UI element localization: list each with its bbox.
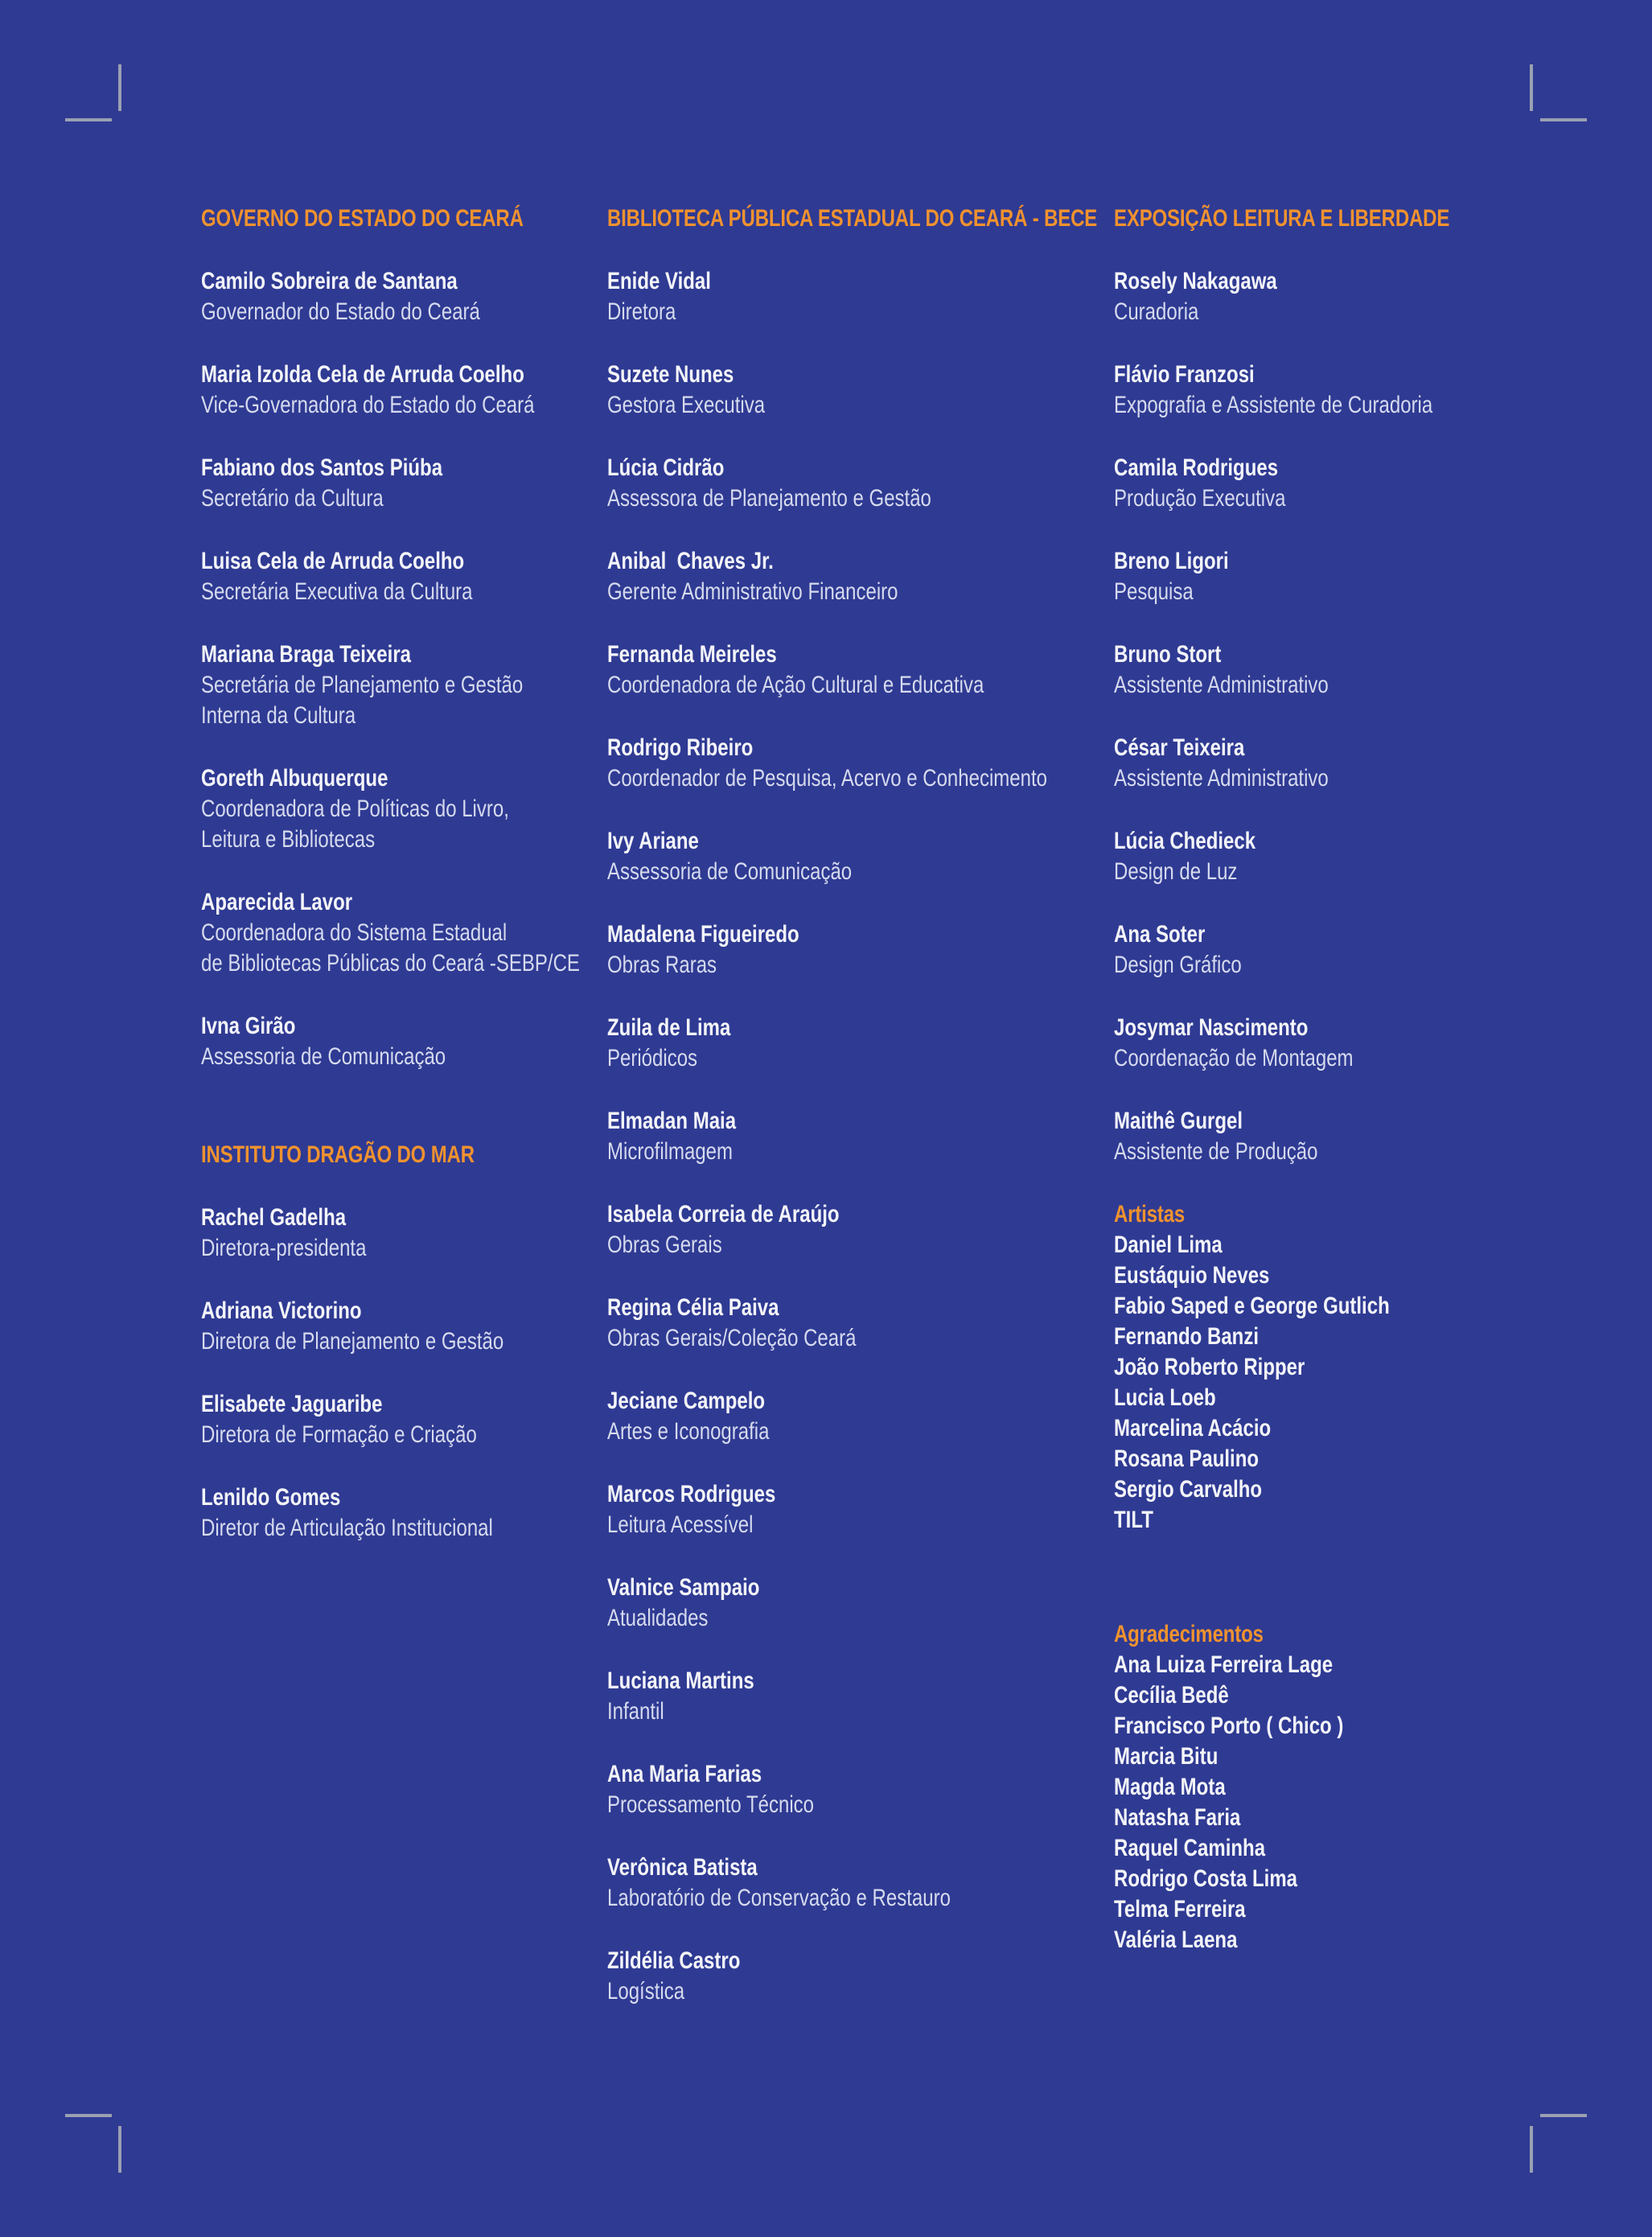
credit-name (201, 1389, 607, 1420)
credit-list-item (1114, 1260, 1613, 1291)
credit-role-text: Design Gráfico (1114, 952, 1242, 978)
credit-name (607, 826, 1114, 857)
credit-entry (607, 1199, 1114, 1260)
credit-list-item (1114, 1772, 1613, 1803)
credit-name (607, 1013, 1114, 1043)
credit-role (607, 670, 1114, 701)
credit-name (201, 266, 607, 297)
credits-section (607, 204, 1114, 2007)
credit-entry (1114, 919, 1613, 981)
credit-entry (201, 546, 607, 607)
credit-role (201, 918, 607, 948)
credit-name (201, 639, 607, 670)
credit-name-text: Enide Vidal (607, 268, 711, 294)
credit-entry (607, 266, 1114, 327)
credit-list-item (1114, 1803, 1613, 1833)
credit-role-text: Coordenadora de Ação Cultural e Educativa (607, 672, 984, 698)
credit-name (607, 1573, 1114, 1603)
credit-role (201, 1420, 607, 1450)
credit-entry (607, 1946, 1114, 2007)
credit-name-text: César Teixeira (1114, 734, 1245, 761)
credit-name (201, 887, 607, 918)
credit-name-text: Suzete Nunes (607, 361, 734, 388)
credit-role-text: Secretário da Cultura (201, 485, 384, 512)
credit-name-text: Lúcia Chedieck (1114, 828, 1256, 854)
credit-role (1114, 1137, 1613, 1167)
credit-name-text: Lúcia Cidrão (607, 454, 725, 481)
credit-role-text: Processamento Técnico (607, 1791, 815, 1818)
section-header (1114, 204, 1613, 234)
credit-role (607, 1137, 1114, 1167)
credit-role-text: Coordenadora do Sistema Estadual (201, 919, 508, 946)
credit-role (607, 763, 1114, 794)
credit-entry (201, 266, 607, 327)
crop-mark-bar-horizontal (65, 2114, 112, 2117)
credit-role-text: Diretora (607, 298, 676, 325)
credit-list-item-text: Raquel Caminha (1114, 1835, 1266, 1861)
credit-name (201, 453, 607, 483)
credit-name-text: Goreth Albuquerque (201, 765, 388, 792)
credit-entry (607, 1853, 1114, 1914)
credit-name (1114, 360, 1613, 390)
credit-name-text: Zuila de Lima (607, 1014, 731, 1041)
credit-role (201, 390, 607, 421)
credit-list-item-text: Cecília Bedê (1114, 1682, 1229, 1709)
credit-name-text: Marcos Rodrigues (607, 1481, 776, 1507)
credit-list-item (1114, 1833, 1613, 1864)
credit-name-text: Rodrigo Ribeiro (607, 734, 754, 761)
credit-list-item (1114, 1413, 1613, 1444)
crop-mark-bar-vertical (118, 64, 121, 111)
credit-role (201, 794, 607, 824)
credit-name-text: Elmadan Maia (607, 1108, 737, 1134)
credit-role-text: Assessoria de Comunicação (201, 1043, 446, 1070)
credit-name (201, 1011, 607, 1042)
credit-name (607, 1479, 1114, 1510)
credit-name-text: Luciana Martins (607, 1667, 754, 1694)
credit-role (607, 1323, 1114, 1354)
credit-entry (201, 887, 607, 979)
credit-name-text: Jeciane Campelo (607, 1388, 766, 1414)
credit-name (607, 546, 1114, 577)
credit-name-text: Ivy Ariane (607, 828, 699, 854)
credit-role (1114, 670, 1613, 701)
credit-name-text: Lenildo Gomes (201, 1484, 341, 1511)
credit-list-item (1114, 1383, 1613, 1413)
credit-role-text: Diretora-presidenta (201, 1235, 367, 1261)
credit-role (201, 1513, 607, 1544)
credits-section (201, 204, 607, 1072)
credit-role (607, 1696, 1114, 1727)
credit-name-text: Anibal Chaves Jr. (607, 548, 774, 574)
credit-role (607, 390, 1114, 421)
credit-role-text: Diretor de Articulação Institucional (201, 1515, 493, 1541)
credit-entry (201, 360, 607, 421)
credit-role-text: Leitura Acessível (607, 1511, 754, 1538)
credit-role-text: Coordenadora de Políticas do Livro, (201, 796, 509, 822)
credit-list-item-text: TILT (1114, 1507, 1153, 1533)
credits-section (1114, 1619, 1613, 1955)
credit-name (607, 1293, 1114, 1323)
credit-list-item-text: Fernando Banzi (1114, 1323, 1260, 1350)
section-header (201, 204, 607, 234)
credit-entry (607, 919, 1114, 981)
credit-list-item (1114, 1711, 1613, 1741)
credit-role-text: Assistente de Produção (1114, 1138, 1318, 1165)
credit-role (607, 577, 1114, 607)
crop-mark-bar-vertical (1530, 2126, 1533, 2173)
credit-role-text: Logística (607, 1978, 685, 2005)
credit-entry (201, 453, 607, 514)
credit-role-text: Assessoria de Comunicação (607, 858, 853, 885)
credit-name-text: Ana Soter (1114, 921, 1206, 948)
credit-role (201, 1233, 607, 1264)
credit-list-item-text: Valéria Laena (1114, 1927, 1238, 1953)
credit-role-text: Governador do Estado do Ceará (201, 298, 480, 325)
credit-entry (607, 1013, 1114, 1074)
credit-name-text: Ivna Girão (201, 1013, 296, 1039)
credit-list-item (1114, 1505, 1613, 1536)
credit-name (201, 763, 607, 794)
credit-role-text: Infantil (607, 1698, 664, 1725)
credit-list-item-text: Sergio Carvalho (1114, 1476, 1263, 1503)
credit-role (607, 857, 1114, 887)
credit-list-item-text: Rosana Paulino (1114, 1445, 1260, 1472)
credit-name (1114, 1106, 1613, 1137)
credit-role-text: Curadoria (1114, 298, 1199, 325)
credit-list-item-text: Daniel Lima (1114, 1232, 1223, 1258)
credit-entry (1114, 1013, 1613, 1074)
credit-entry (607, 826, 1114, 887)
credit-entry (607, 733, 1114, 794)
credit-list-item-text: Natasha Faria (1114, 1804, 1241, 1831)
credit-name (607, 360, 1114, 390)
credit-role (607, 483, 1114, 514)
credit-list-item-text: Lucia Loeb (1114, 1384, 1216, 1411)
credit-name (607, 1666, 1114, 1696)
credit-entry (1114, 546, 1613, 607)
credit-role (1114, 1043, 1613, 1074)
credit-role-text: de Bibliotecas Públicas do Ceará -SEBP/CE (201, 950, 580, 977)
credit-list-item (1114, 1444, 1613, 1474)
credit-list-item (1114, 1352, 1613, 1383)
credit-role (607, 1976, 1114, 2007)
credit-role-text: Assessora de Planejamento e Gestão (607, 485, 931, 512)
credit-list-item (1114, 1894, 1613, 1925)
credit-name-text: Ana Maria Farias (607, 1761, 762, 1787)
section-header-text: GOVERNO DO ESTADO DO CEARÁ (201, 205, 524, 232)
credit-name-text: Maithê Gurgel (1114, 1108, 1243, 1134)
credit-name (1114, 733, 1613, 763)
credit-name (201, 1203, 607, 1233)
credit-role-text: Assistente Administrativo (1114, 672, 1329, 698)
section-header (1114, 1619, 1613, 1650)
credit-name-text: Rosely Nakagawa (1114, 268, 1277, 294)
section-header (1114, 1199, 1613, 1230)
credits-column-library (607, 204, 1114, 2039)
credit-role (1114, 763, 1613, 794)
credit-name-text: Josymar Nascimento (1114, 1014, 1309, 1041)
credit-name-text: Camilo Sobreira de Santana (201, 268, 458, 294)
credit-name-text: Fabiano dos Santos Piúba (201, 454, 443, 481)
credit-name-text: Flávio Franzosi (1114, 361, 1255, 388)
credit-list-item (1114, 1291, 1613, 1322)
credit-entry (1114, 266, 1613, 327)
credit-entry (1114, 826, 1613, 887)
credit-entry (607, 1666, 1114, 1727)
credit-list-item (1114, 1650, 1613, 1680)
credits-section (1114, 204, 1613, 1167)
credit-name-text: Aparecida Lavor (201, 889, 353, 915)
credit-name-text: Isabela Correia de Araújo (607, 1201, 840, 1227)
credit-name (1114, 1013, 1613, 1043)
credit-list-item-text: Marcia Bitu (1114, 1743, 1218, 1770)
credit-name-text: Adriana Victorino (201, 1297, 362, 1324)
credit-role (201, 297, 607, 327)
credit-role-text: Atualidades (607, 1605, 709, 1631)
credit-role-text: Design de Luz (1114, 858, 1238, 885)
credit-list-item (1114, 1925, 1613, 1955)
credit-entry (201, 1203, 607, 1264)
credits-section (201, 1140, 607, 1544)
credit-role-text: Gerente Administrativo Financeiro (607, 578, 898, 605)
credit-role (201, 670, 607, 701)
credit-name-text: Bruno Stort (1114, 641, 1222, 668)
credit-role-text: Gestora Executiva (607, 392, 766, 418)
credit-entry (1114, 639, 1613, 701)
credit-name (607, 1853, 1114, 1883)
credit-role (607, 1603, 1114, 1634)
credit-list-item-text: João Roberto Ripper (1114, 1354, 1305, 1380)
credit-name (1114, 919, 1613, 950)
credit-entry (607, 546, 1114, 607)
credit-name-text: Verônica Batista (607, 1854, 758, 1881)
credit-role-text: Periódicos (607, 1045, 698, 1071)
crop-mark-bar-horizontal (1540, 118, 1587, 121)
section-header-text: Agradecimentos (1114, 1621, 1264, 1647)
credit-role-text: Expografia e Assistente de Curadoria (1114, 392, 1433, 418)
credit-role (1114, 577, 1613, 607)
credit-list-item (1114, 1741, 1613, 1772)
credit-list-item-text: Rodrigo Costa Lima (1114, 1865, 1298, 1892)
credit-name-text: Valnice Sampaio (607, 1574, 760, 1601)
credit-name-text: Elisabete Jaguaribe (201, 1391, 383, 1417)
section-header (607, 204, 1114, 234)
credit-entry (1114, 453, 1613, 514)
credit-name-text: Breno Ligori (1114, 548, 1229, 574)
credit-list-item-text: Francisco Porto ( Chico ) (1114, 1713, 1344, 1739)
credit-name (607, 1386, 1114, 1417)
credit-role-text: Vice-Governadora do Estado do Ceará (201, 392, 535, 418)
credit-role-text: Microfilmagem (607, 1138, 734, 1165)
credit-entry (201, 1482, 607, 1544)
credit-entry (607, 360, 1114, 421)
credit-role-text: Obras Gerais (607, 1232, 722, 1258)
credit-role-text: Laboratório de Conservação e Restauro (607, 1885, 951, 1911)
credit-role-text: Leitura e Bibliotecas (201, 826, 376, 853)
crop-mark-bar-horizontal (1540, 2114, 1587, 2117)
section-header (201, 1140, 607, 1170)
credit-entry (607, 1386, 1114, 1447)
credit-role (607, 1790, 1114, 1820)
credit-role (201, 948, 607, 979)
credit-name (1114, 266, 1613, 297)
credit-role (201, 577, 607, 607)
credit-role (607, 950, 1114, 981)
credit-name (607, 1946, 1114, 1976)
credit-role (607, 1510, 1114, 1540)
credit-role (607, 297, 1114, 327)
credits-column-exhibition (1114, 204, 1613, 1955)
credit-list-item (1114, 1474, 1613, 1505)
credit-entry (607, 639, 1114, 701)
credit-role (201, 701, 607, 731)
credit-name-text: Luisa Cela de Arruda Coelho (201, 548, 465, 574)
credit-role-text: Assistente Administrativo (1114, 765, 1329, 792)
credit-role-text: Diretora de Formação e Criação (201, 1421, 477, 1448)
credit-list-item-text: Ana Luiza Ferreira Lage (1114, 1651, 1334, 1678)
credit-name (607, 919, 1114, 950)
credit-list-item-text: Telma Ferreira (1114, 1896, 1246, 1922)
credit-name (201, 360, 607, 390)
credit-entry (607, 1479, 1114, 1540)
credit-list-item-text: Magda Mota (1114, 1774, 1226, 1800)
credit-name-text: Madalena Figueiredo (607, 921, 799, 948)
credit-list-item (1114, 1230, 1613, 1260)
credit-role-text: Obras Raras (607, 952, 717, 978)
credit-role (607, 1230, 1114, 1260)
credit-entry (607, 453, 1114, 514)
credit-entry (201, 1296, 607, 1357)
credit-name (1114, 639, 1613, 670)
credit-role-text: Coordenador de Pesquisa, Acervo e Conhecimento (607, 765, 1048, 792)
credit-name (201, 1296, 607, 1326)
credit-role (1114, 483, 1613, 514)
credit-role (201, 1326, 607, 1357)
credit-role (607, 1043, 1114, 1074)
credit-role-text: Secretária Executiva da Cultura (201, 578, 473, 605)
credit-entry (201, 1011, 607, 1072)
credit-entry (607, 1759, 1114, 1820)
credit-role-text: Obras Gerais/Coleção Ceará (607, 1325, 857, 1351)
credit-role (607, 1417, 1114, 1447)
credit-role-text: Produção Executiva (1114, 485, 1286, 512)
section-header-text: EXPOSIÇÃO LEITURA E LIBERDADE (1114, 205, 1450, 232)
credit-entry (201, 763, 607, 855)
credit-entry (607, 1106, 1114, 1167)
credit-name (1114, 826, 1613, 857)
credit-role (201, 483, 607, 514)
credit-entry (607, 1573, 1114, 1634)
credit-role-text: Secretária de Planejamento e Gestão (201, 672, 524, 698)
credit-role (1114, 297, 1613, 327)
credit-name-text: Camila Rodrigues (1114, 454, 1279, 481)
credit-entry (1114, 360, 1613, 421)
credit-name-text: Regina Célia Paiva (607, 1294, 779, 1321)
credits-column-government (201, 204, 607, 1576)
credit-name (607, 733, 1114, 763)
credit-role-text: Pesquisa (1114, 578, 1194, 605)
credit-list-item (1114, 1864, 1613, 1894)
credit-name (1114, 546, 1613, 577)
section-header-text: INSTITUTO DRAGÃO DO MAR (201, 1141, 475, 1168)
credit-list-item (1114, 1680, 1613, 1711)
credit-name (201, 1482, 607, 1513)
section-header-text: Artistas (1114, 1201, 1186, 1227)
credit-name (607, 639, 1114, 670)
credit-name-text: Mariana Braga Teixeira (201, 641, 412, 668)
credit-name-text: Maria Izolda Cela de Arruda Coelho (201, 361, 524, 388)
crop-mark-bar-vertical (1530, 64, 1533, 111)
credit-name-text: Fernanda Meireles (607, 641, 777, 668)
credit-role (201, 824, 607, 855)
credit-list-item-text: Fabio Saped e George Gutlich (1114, 1293, 1390, 1319)
credit-list-item (1114, 1322, 1613, 1352)
credits-section (1114, 1199, 1613, 1536)
credit-name (607, 453, 1114, 483)
credit-entry (201, 1389, 607, 1450)
crop-mark-bar-horizontal (65, 118, 112, 121)
credit-name (1114, 453, 1613, 483)
credit-role (607, 1883, 1114, 1914)
credit-entry (201, 639, 607, 731)
credit-role-text: Interna da Cultura (201, 702, 356, 729)
credit-name (607, 1106, 1114, 1137)
credit-role-text: Coordenação de Montagem (1114, 1045, 1354, 1071)
section-header-text: BIBLIOTECA PÚBLICA ESTADUAL DO CEARÁ - BECE (607, 205, 1098, 232)
credit-list-item-text: Eustáquio Neves (1114, 1262, 1270, 1289)
credit-name (607, 1759, 1114, 1790)
credit-role-text: Diretora de Planejamento e Gestão (201, 1328, 504, 1355)
credit-role-text: Artes e Iconografia (607, 1418, 770, 1445)
credit-name-text: Zildélia Castro (607, 1947, 741, 1974)
credit-entry (607, 1293, 1114, 1354)
credit-role (1114, 390, 1613, 421)
credit-entry (1114, 733, 1613, 794)
credit-list-item-text: Marcelina Acácio (1114, 1415, 1272, 1441)
credit-name-text: Rachel Gadelha (201, 1204, 347, 1231)
crop-mark-bar-vertical (118, 2126, 121, 2173)
credit-name (201, 546, 607, 577)
credit-name (607, 266, 1114, 297)
credit-role (1114, 950, 1613, 981)
credit-role (201, 1042, 607, 1072)
credit-name (607, 1199, 1114, 1230)
credit-entry (1114, 1106, 1613, 1167)
credit-role (1114, 857, 1613, 887)
